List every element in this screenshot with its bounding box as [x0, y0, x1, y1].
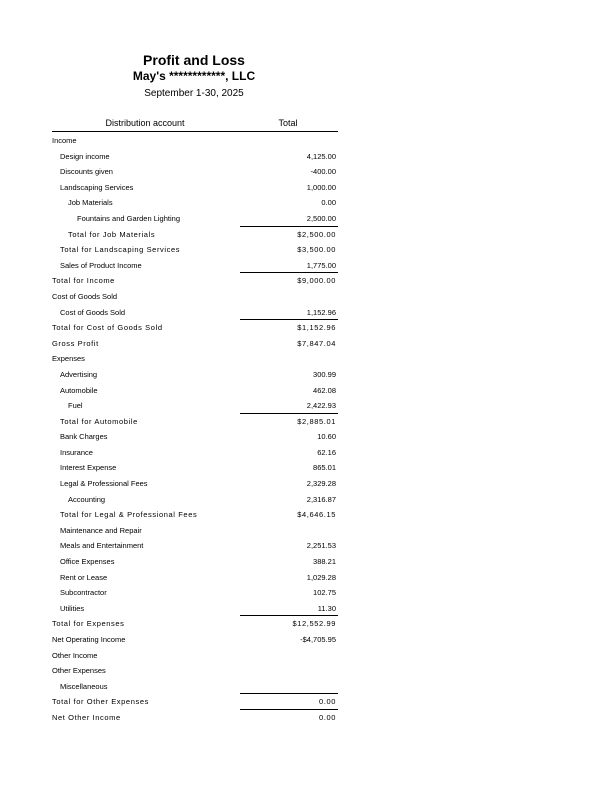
amount-value: 0.00 — [319, 712, 336, 722]
total-rule — [240, 319, 338, 320]
amount-value: $12,552.99 — [292, 619, 336, 629]
table-row — [52, 132, 338, 148]
amount-value: 62.16 — [317, 447, 336, 457]
amount-value: 300.99 — [313, 369, 336, 379]
table-row — [52, 397, 338, 413]
amount-value: 388.21 — [313, 557, 336, 567]
amount-value: 0.00 — [319, 697, 336, 707]
account-label: Gross Profit — [52, 338, 99, 348]
account-label: Cost of Goods Sold — [60, 307, 126, 317]
account-label: Automobile — [60, 385, 98, 395]
report-period: September 1-30, 2025 — [144, 88, 244, 99]
table-row — [52, 678, 338, 694]
account-label: Cost of Goods Sold — [52, 291, 118, 301]
amount-value: $4,646.15 — [297, 510, 336, 520]
column-header — [52, 117, 338, 132]
amount-value: 2,500.00 — [306, 213, 336, 223]
account-label: Legal & Professional Fees — [60, 479, 148, 489]
amount-value: 0.00 — [321, 198, 336, 208]
table-row — [52, 475, 338, 491]
table-row — [52, 553, 338, 569]
account-label: Landscaping Services — [60, 182, 134, 192]
table-row — [52, 522, 338, 538]
total-row — [52, 709, 338, 725]
total-rule — [240, 709, 338, 710]
amount-value: 1,152.96 — [306, 307, 336, 317]
table-row — [52, 537, 338, 553]
account-label: Fountains and Garden Lighting — [77, 213, 180, 223]
account-label: Total for Automobile — [60, 416, 138, 426]
amount-value: 102.75 — [313, 588, 336, 598]
amount-value: 11.30 — [317, 603, 336, 613]
total-row — [52, 226, 338, 242]
account-label: Total for Legal & Professional Fees — [60, 510, 198, 520]
amount-value: -400.00 — [310, 167, 336, 177]
amount-value: $2,885.01 — [297, 416, 336, 426]
table-row — [52, 600, 338, 616]
amount-value: 865.01 — [313, 463, 336, 473]
table-row — [52, 210, 338, 226]
amount-value: -$4,705.95 — [300, 635, 336, 644]
table-row — [52, 631, 338, 647]
account-label: Advertising — [60, 369, 98, 379]
account-label: Subcontractor — [60, 588, 107, 598]
total-row — [52, 241, 338, 257]
account-label: Total for Income — [52, 276, 115, 286]
table-row — [52, 163, 338, 179]
table-row — [52, 459, 338, 475]
account-label: Bank Charges — [60, 432, 108, 442]
table-row — [52, 382, 338, 398]
account-label: Design income — [60, 151, 110, 161]
table-row — [52, 179, 338, 195]
account-label: Interest Expense — [60, 463, 117, 473]
company-name: May's ************, LLC — [132, 69, 256, 83]
account-label: Total for Expenses — [52, 619, 125, 629]
account-label: Discounts given — [60, 167, 113, 177]
table-row — [52, 148, 338, 164]
table-row — [52, 584, 338, 600]
amount-value: $1,152.96 — [297, 323, 336, 333]
account-label: Job Materials — [68, 198, 113, 208]
table-row — [52, 491, 338, 507]
table-row — [52, 257, 338, 273]
account-label: Total for Cost of Goods Sold — [52, 323, 163, 333]
total-rule — [240, 693, 338, 694]
account-label: Utilities — [60, 603, 85, 613]
total-row — [52, 506, 338, 522]
amount-value: 2,316.87 — [306, 494, 336, 504]
account-label: Office Expenses — [60, 557, 115, 567]
account-label: Net Other Income — [52, 712, 121, 722]
account-label: Rent or Lease — [60, 572, 108, 582]
amount-value: 10.60 — [317, 432, 336, 442]
total-row — [52, 413, 338, 429]
amount-value: $2,500.00 — [297, 229, 336, 239]
account-label: Accounting — [68, 494, 106, 504]
amount-value: $9,000.00 — [297, 276, 336, 286]
amount-value: $7,847.04 — [297, 338, 336, 348]
account-label: Other Expenses — [52, 666, 106, 676]
account-label: Income — [52, 136, 77, 145]
table-row — [52, 304, 338, 320]
total-rule — [240, 226, 338, 227]
account-label: Expenses — [52, 354, 85, 364]
account-label: Miscellaneous — [60, 681, 108, 691]
column-header-total: Total — [278, 118, 298, 128]
total-row — [52, 615, 338, 631]
amount-value: 1,775.00 — [306, 260, 336, 270]
total-rule — [240, 413, 338, 414]
account-label: Insurance — [60, 447, 93, 457]
amount-value: 4,125.00 — [306, 151, 336, 161]
table-row — [52, 350, 338, 366]
column-header-account: Distribution account — [105, 118, 185, 128]
account-label: Total for Landscaping Services — [60, 245, 181, 255]
profit-loss-table — [52, 117, 338, 725]
amount-value: 1,029.28 — [306, 572, 336, 582]
total-rule — [240, 615, 338, 616]
total-row — [52, 319, 338, 335]
amount-value: 1,000.00 — [306, 182, 336, 192]
table-row — [52, 428, 338, 444]
amount-value: 462.08 — [313, 385, 336, 395]
report-title: Profit and Loss — [143, 52, 245, 68]
account-label: Other Income — [52, 650, 98, 660]
account-label: Fuel — [68, 401, 83, 411]
account-label: Sales of Product Income — [60, 260, 142, 270]
account-label: Total for Other Expenses — [52, 697, 149, 707]
account-label: Maintenance and Repair — [60, 525, 142, 535]
total-row — [52, 272, 338, 288]
table-row — [52, 569, 338, 585]
total-row — [52, 693, 338, 709]
amount-value: $3,500.00 — [297, 245, 336, 255]
account-label: Total for Job Materials — [68, 229, 156, 239]
table-row — [52, 194, 338, 210]
table-row — [52, 647, 338, 663]
account-label: Meals and Entertainment — [60, 541, 144, 551]
amount-value: 2,251.53 — [306, 541, 336, 551]
report-rows — [52, 132, 338, 725]
total-row — [52, 335, 338, 351]
account-label: Net Operating Income — [52, 635, 126, 644]
amount-value: 2,422.93 — [306, 401, 336, 411]
amount-value: 2,329.28 — [306, 479, 336, 489]
total-rule — [240, 272, 338, 273]
table-row — [52, 444, 338, 460]
table-row — [52, 366, 338, 382]
table-row — [52, 662, 338, 678]
table-row — [52, 288, 338, 304]
